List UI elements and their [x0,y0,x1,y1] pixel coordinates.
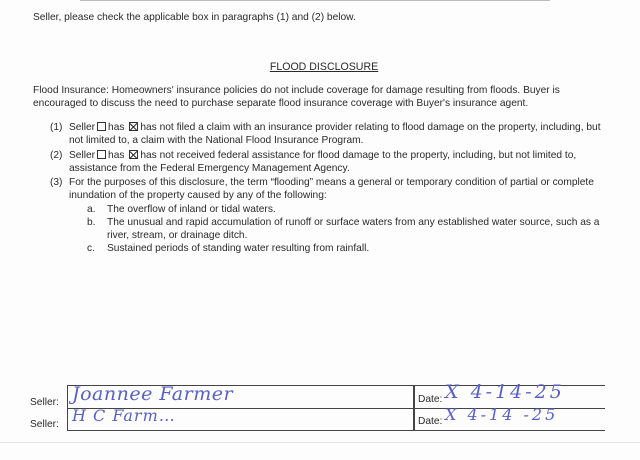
subitem-letter: c. [87,243,95,255]
item-number: (3) [50,177,63,188]
has-not-checkbox[interactable] [129,122,138,131]
list-item-2 [50,149,610,176]
subitem-text: Sustained periods of standing water resulting from rainfall. [107,243,370,255]
flood-insurance-paragraph: Flood Insurance: Homeowners' insurance policies do not include coverage for damage resulting from floods. Buyer is encouraged to discuss the need to purchase separate flood insurance coverage with Buyer's insurance agent. [33,85,560,110]
list-item-1 [50,121,610,148]
list-item [87,216,610,243]
has-checkbox[interactable] [97,150,106,159]
has-checkbox[interactable] [97,122,106,131]
signature-row-2 [30,405,605,431]
item-number: (1) [50,122,63,133]
has-label: has [108,149,125,161]
seller-label: Seller [69,122,96,133]
intro-instruction: Seller, please check the applicable box in paragraphs (1) and (2) below. [33,12,356,23]
seller-label: Seller: [30,396,59,408]
item-text: For the purposes of this disclosure, the term “flooding” means a general or temporary condition of partial or complete inundation of the property caused by any of the following: [69,177,594,202]
seller-signature: H C Farm… [72,406,176,425]
item-number: (2) [50,149,63,161]
seller-label: Seller [69,149,96,161]
date-label: Date: [418,415,443,427]
has-not-checkbox[interactable] [129,150,138,159]
disclosure-list [50,121,610,257]
seller-label: Seller: [30,418,59,430]
date-label: Date: [418,393,443,405]
item-text: has not received federal assistance for flood damage to the property, including, but not limited to, assistance from the Federal Emergency Management Agency. [69,149,577,174]
list-item-3 [50,176,610,256]
has-label: has [108,122,125,133]
item-text: has not filed a claim with an insurance provider relating to flood damage on the property, including, but not limited to, a claim with the National Flood Insurance Program. [69,122,601,147]
page-title: FLOOD DISCLOSURE [269,61,379,73]
seller-signature-field[interactable] [67,408,414,431]
subitem-text: The unusual and rapid accumulation of runoff or surface waters from any established water source, such as a river, stream, or drainage ditch. [107,216,600,241]
subitem-text: The overflow of inland or tidal waters. [107,203,276,215]
seller-signature: Joannee Farmer [72,383,234,405]
flooding-causes-list [87,203,610,256]
page-fold-line [0,442,640,443]
date-field[interactable] [414,405,605,431]
list-item [87,242,610,255]
date-value: X 4-14-25 [445,381,565,403]
top-divider [80,0,550,1]
subitem-letter: b. [87,216,96,228]
date-value: X 4-14 -25 [445,405,559,424]
list-item [87,203,610,216]
subitem-letter: a. [87,203,96,215]
